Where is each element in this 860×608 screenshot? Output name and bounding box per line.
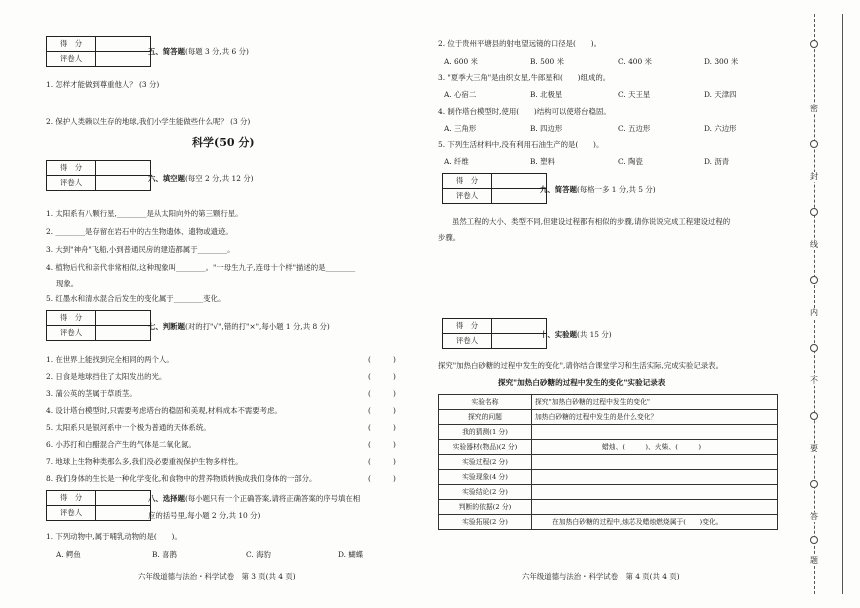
score-cell[interactable] xyxy=(492,174,547,189)
sec8-question-4: 4. 制作塔台模型时,使用( )结构可以使塔台稳固。 xyxy=(438,107,611,116)
binding-char: 答 xyxy=(807,512,821,522)
grader-cell[interactable] xyxy=(96,176,151,191)
grader-label: 评卷人 xyxy=(443,189,492,204)
option-c: C. 陶瓷 xyxy=(618,157,643,166)
sec8-question-1: 1. 下列动物中,属于哺乳动物的是( )。 xyxy=(46,532,182,541)
binding-char: 线 xyxy=(807,240,821,250)
grader-cell[interactable] xyxy=(96,52,151,67)
record-table-title: 探究"加热白砂糖的过程中发生的变化"实验记录表 xyxy=(498,378,666,387)
section-5-heading: 五、简答题(每题 3 分,共 6 分) xyxy=(148,47,249,56)
score-cell[interactable] xyxy=(96,37,151,52)
table-row xyxy=(439,410,778,425)
option-a: A. 三角形 xyxy=(444,124,477,133)
sec9-text-line-1: 虽然工程的大小、类型不同,但建设过程都有相似的步骤,请你说说完成工程建设过程的 xyxy=(452,217,731,226)
page-footer: 六年级道德与法治・科学试卷 第 3 页(共 4 页) xyxy=(138,572,296,581)
binding-hole-icon xyxy=(810,276,818,284)
grader-label: 评卷人 xyxy=(443,334,492,349)
row-value: 探究"加热白砂糖的过程中发生的变化" xyxy=(532,395,778,410)
row-value[interactable] xyxy=(532,485,778,500)
option-d: D. 天津四 xyxy=(704,90,737,99)
experiment-record-table xyxy=(438,394,778,530)
section-8-heading: 八、选择题(每小题只有一个正确答案,请将正确答案的序号填在相 xyxy=(148,494,361,503)
row-value[interactable]: 在加热白砂糖的过程中,烛芯及蜡烛燃烧属于( )变化。 xyxy=(532,515,778,530)
binding-hole-icon xyxy=(810,536,818,544)
binding-char: 题 xyxy=(807,556,821,566)
row-key: 实验结论(2 分) xyxy=(439,485,532,500)
sec8-question-3: 3. "夏季大三角"是由织女星,牛郎星和( )组成的。 xyxy=(438,73,611,82)
binding-dashed-line xyxy=(814,14,815,594)
row-key: 实验拓展(2 分) xyxy=(439,515,532,530)
sec7-question-3: 3. 蒲公英的茎属于草质茎。 xyxy=(46,389,137,398)
sec7-question-4: 4. 设计塔台模型时,只需要考虑塔台的稳固和美观,材料成本不需要考虑。 xyxy=(46,406,282,415)
table-row xyxy=(439,455,778,470)
row-key: 判断的依据(2 分) xyxy=(439,500,532,515)
binding-margin xyxy=(790,0,860,608)
table-row xyxy=(439,425,778,440)
binding-char: 封 xyxy=(807,172,821,182)
option-c: C. 天王星 xyxy=(618,90,651,99)
binding-solid-line xyxy=(842,14,843,594)
score-box-sec10 xyxy=(442,318,547,349)
sec6-question-1: 1. 太阳系有八颗行星,________是从太阳向外的第三颗行星。 xyxy=(46,209,243,218)
sec8-question-5: 5. 下列生活材料中,没有利用石油生产的是( )。 xyxy=(438,140,604,149)
table-row xyxy=(439,515,778,530)
sec5-question-1: 1. 怎样才能做到尊重他人？ (3 分) xyxy=(46,80,160,89)
section-9-heading: 九、简答题(每格一多 1 分,共 5 分) xyxy=(540,185,656,194)
row-value: 加热白砂糖的过程中发生的是什么变化？ xyxy=(532,410,778,425)
binding-hole-icon xyxy=(810,344,818,352)
answer-paren[interactable]: ( ) xyxy=(368,440,396,449)
sec6-question-4: 4. 植物后代和亲代非常相似,这种现象叫________。"一母生九子,连母十个样"描述的是________ xyxy=(46,263,356,272)
row-key: 实验现象(4 分) xyxy=(439,470,532,485)
score-cell[interactable] xyxy=(96,311,151,326)
score-cell[interactable] xyxy=(492,319,547,334)
binding-hole-icon xyxy=(810,412,818,420)
table-row xyxy=(439,395,778,410)
option-d: D. 300 米 xyxy=(704,57,739,66)
score-box-sec5 xyxy=(46,36,151,67)
row-value[interactable]: 蜡烛、( )、火柴、( ) xyxy=(532,440,778,455)
row-key: 实验名称 xyxy=(439,395,532,410)
option-a: A. 600 米 xyxy=(444,57,478,66)
binding-hole-icon xyxy=(810,208,818,216)
sec7-question-1: 1. 在世界上能找到完全相同的两个人。 xyxy=(46,355,174,364)
option-a: A. 心宿二 xyxy=(444,90,477,99)
score-box-sec7 xyxy=(46,310,151,341)
sec5-question-2: 2. 保护人类赖以生存的地球,我们小学生能做些什么呢？ (3 分) xyxy=(46,117,251,126)
sec8-question-2: 2. 位于贵州平塘县的射电望远镜的口径是( )。 xyxy=(438,39,601,48)
option-c: C. 五边形 xyxy=(618,124,651,133)
grader-cell[interactable] xyxy=(492,189,547,204)
section-7-heading: 七、判断题(对的打"√",错的打"×",每小题 1 分,共 8 分) xyxy=(148,322,330,331)
option-d: D. 沥青 xyxy=(704,157,730,166)
binding-hole-icon xyxy=(810,480,818,488)
row-key: 我的猜测(1 分) xyxy=(439,425,532,440)
binding-hole-icon xyxy=(810,40,818,48)
grader-label: 评卷人 xyxy=(47,506,96,521)
sec6-question-3: 3. 大到"神舟"飞船,小到普通民房的建造都属于________。 xyxy=(46,245,235,254)
table-row xyxy=(439,470,778,485)
score-label: 得 分 xyxy=(443,174,492,189)
page-footer: 六年级道德与法治・科学试卷 第 4 页(共 4 页) xyxy=(522,572,680,581)
binding-char: 要 xyxy=(807,444,821,454)
section-8-note-cont: 应的括号里,每小题 2 分,共 10 分) xyxy=(148,511,261,520)
answer-paren[interactable]: ( ) xyxy=(368,457,396,466)
answer-paren[interactable]: ( ) xyxy=(368,355,396,364)
row-value[interactable] xyxy=(532,425,778,440)
answer-paren[interactable]: ( ) xyxy=(368,389,396,398)
grader-cell[interactable] xyxy=(492,334,547,349)
row-key: 实验器材(物品)(2 分) xyxy=(439,440,532,455)
option-c: C. 海豹 xyxy=(246,550,271,559)
answer-paren[interactable]: ( ) xyxy=(368,474,396,483)
sec7-question-6: 6. 小苏打和白醋混合产生的气体是二氧化氮。 xyxy=(46,440,196,449)
sec9-text-line-2: 步骤。 xyxy=(438,233,461,242)
score-box-sec9 xyxy=(442,173,547,204)
binding-char: 不 xyxy=(807,376,821,386)
grader-label: 评卷人 xyxy=(47,326,96,341)
option-b: B. 塑料 xyxy=(530,157,555,166)
sec7-question-2: 2. 日食是地球挡住了太阳发出的光。 xyxy=(46,372,167,381)
sec6-question-4-cont: 现象。 xyxy=(56,279,79,288)
binding-hole-icon xyxy=(810,140,818,148)
sec6-question-5: 5. 红墨水和清水混合后发生的变化属于________变化。 xyxy=(46,294,226,303)
sec10-intro: 探究"加热白砂糖的过程中发生的变化",请你结合课堂学习和生活实际,完成实验记录表。 xyxy=(438,361,723,370)
grader-cell[interactable] xyxy=(96,326,151,341)
table-row xyxy=(439,440,778,455)
score-label: 得 分 xyxy=(47,311,96,326)
option-c: C. 400 米 xyxy=(618,57,652,66)
option-b: B. 四边形 xyxy=(530,124,563,133)
section-10-heading: 十、实验题(共 15 分) xyxy=(540,330,612,339)
score-label: 得 分 xyxy=(47,491,96,506)
score-label: 得 分 xyxy=(47,37,96,52)
row-value[interactable] xyxy=(532,470,778,485)
option-d: D. 六边形 xyxy=(704,124,737,133)
row-value[interactable] xyxy=(532,500,778,515)
option-b: B. 500 米 xyxy=(530,57,564,66)
sec6-question-2: 2. ________是存留在岩石中的古生物遗体、遗物或遗迹。 xyxy=(46,227,233,236)
sec7-question-7: 7. 地球上生物种类那么多,我们没必要重视保护生物多样性。 xyxy=(46,457,243,466)
option-d: D. 蝴蝶 xyxy=(338,550,364,559)
table-row xyxy=(439,500,778,515)
score-cell[interactable] xyxy=(96,491,151,506)
option-b: B. 北极星 xyxy=(530,90,563,99)
table-row xyxy=(439,485,778,500)
option-a: A. 纤维 xyxy=(444,157,469,166)
sec7-question-8: 8. 我们身体的生长是一种化学变化,和食物中的营养物质转换成我们身体的一部分。 xyxy=(46,474,317,483)
grader-cell[interactable] xyxy=(96,506,151,521)
score-box-sec6 xyxy=(46,160,151,191)
grader-label: 评卷人 xyxy=(47,176,96,191)
grader-label: 评卷人 xyxy=(47,52,96,67)
sec7-question-5: 5. 太阳系只是银河系中一个极为普通的天体系统。 xyxy=(46,423,211,432)
row-key: 实验过程(2 分) xyxy=(439,455,532,470)
answer-paren[interactable]: ( ) xyxy=(368,406,396,415)
binding-char: 密 xyxy=(807,104,821,114)
score-label: 得 分 xyxy=(443,319,492,334)
binding-char: 内 xyxy=(807,308,821,318)
section-6-heading: 六、填空题(每空 2 分,共 12 分) xyxy=(148,174,254,183)
score-box-sec8 xyxy=(46,490,151,521)
answer-paren[interactable]: ( ) xyxy=(368,423,396,432)
score-cell[interactable] xyxy=(96,161,151,176)
score-label: 得 分 xyxy=(47,161,96,176)
science-title: 科学(50 分) xyxy=(192,136,255,149)
option-b: B. 喜鹊 xyxy=(152,550,177,559)
answer-paren[interactable]: ( ) xyxy=(368,372,396,381)
option-a: A. 鳄鱼 xyxy=(56,550,81,559)
row-key: 探究的问题 xyxy=(439,410,532,425)
row-value[interactable] xyxy=(532,455,778,470)
